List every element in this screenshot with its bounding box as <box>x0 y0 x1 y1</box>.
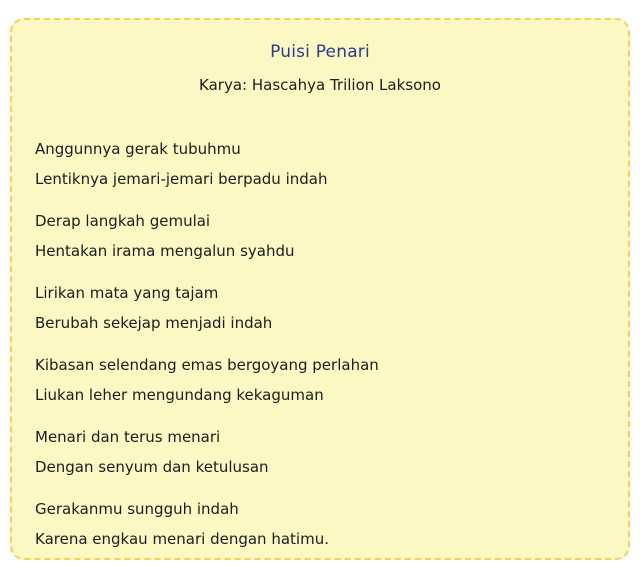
poem-line: Karena engkau menari dengan hatimu. <box>35 530 329 548</box>
poem-line: Berubah sekejap menjadi indah <box>35 314 273 332</box>
poem-line: Menari dan terus menari <box>35 428 221 446</box>
stanza <box>35 422 608 482</box>
stanza <box>35 134 608 194</box>
poem-line: Kibasan selendang emas bergoyang perlahan <box>35 356 379 374</box>
poem-author: Karya: Hascahya Trilion Laksono <box>199 76 441 94</box>
stanza <box>35 350 608 410</box>
poem-card <box>10 18 630 560</box>
poem-line: Gerakanmu sungguh indah <box>35 500 239 518</box>
poem-line: Lentiknya jemari-jemari berpadu indah <box>35 170 328 188</box>
poem-line: Derap langkah gemulai <box>35 212 211 230</box>
poem-line: Hentakan irama mengalun syahdu <box>35 242 295 260</box>
poem-line: Dengan senyum dan ketulusan <box>35 458 269 476</box>
poem-body <box>35 134 608 566</box>
stanza <box>35 278 608 338</box>
poem-line: Anggunnya gerak tubuhmu <box>35 140 241 158</box>
poem-line: Liukan leher mengundang kekaguman <box>35 386 324 404</box>
stanza <box>35 206 608 266</box>
stanza <box>35 494 608 554</box>
poem-line: Lirikan mata yang tajam <box>35 284 219 302</box>
poem-title: Puisi Penari <box>270 42 370 62</box>
